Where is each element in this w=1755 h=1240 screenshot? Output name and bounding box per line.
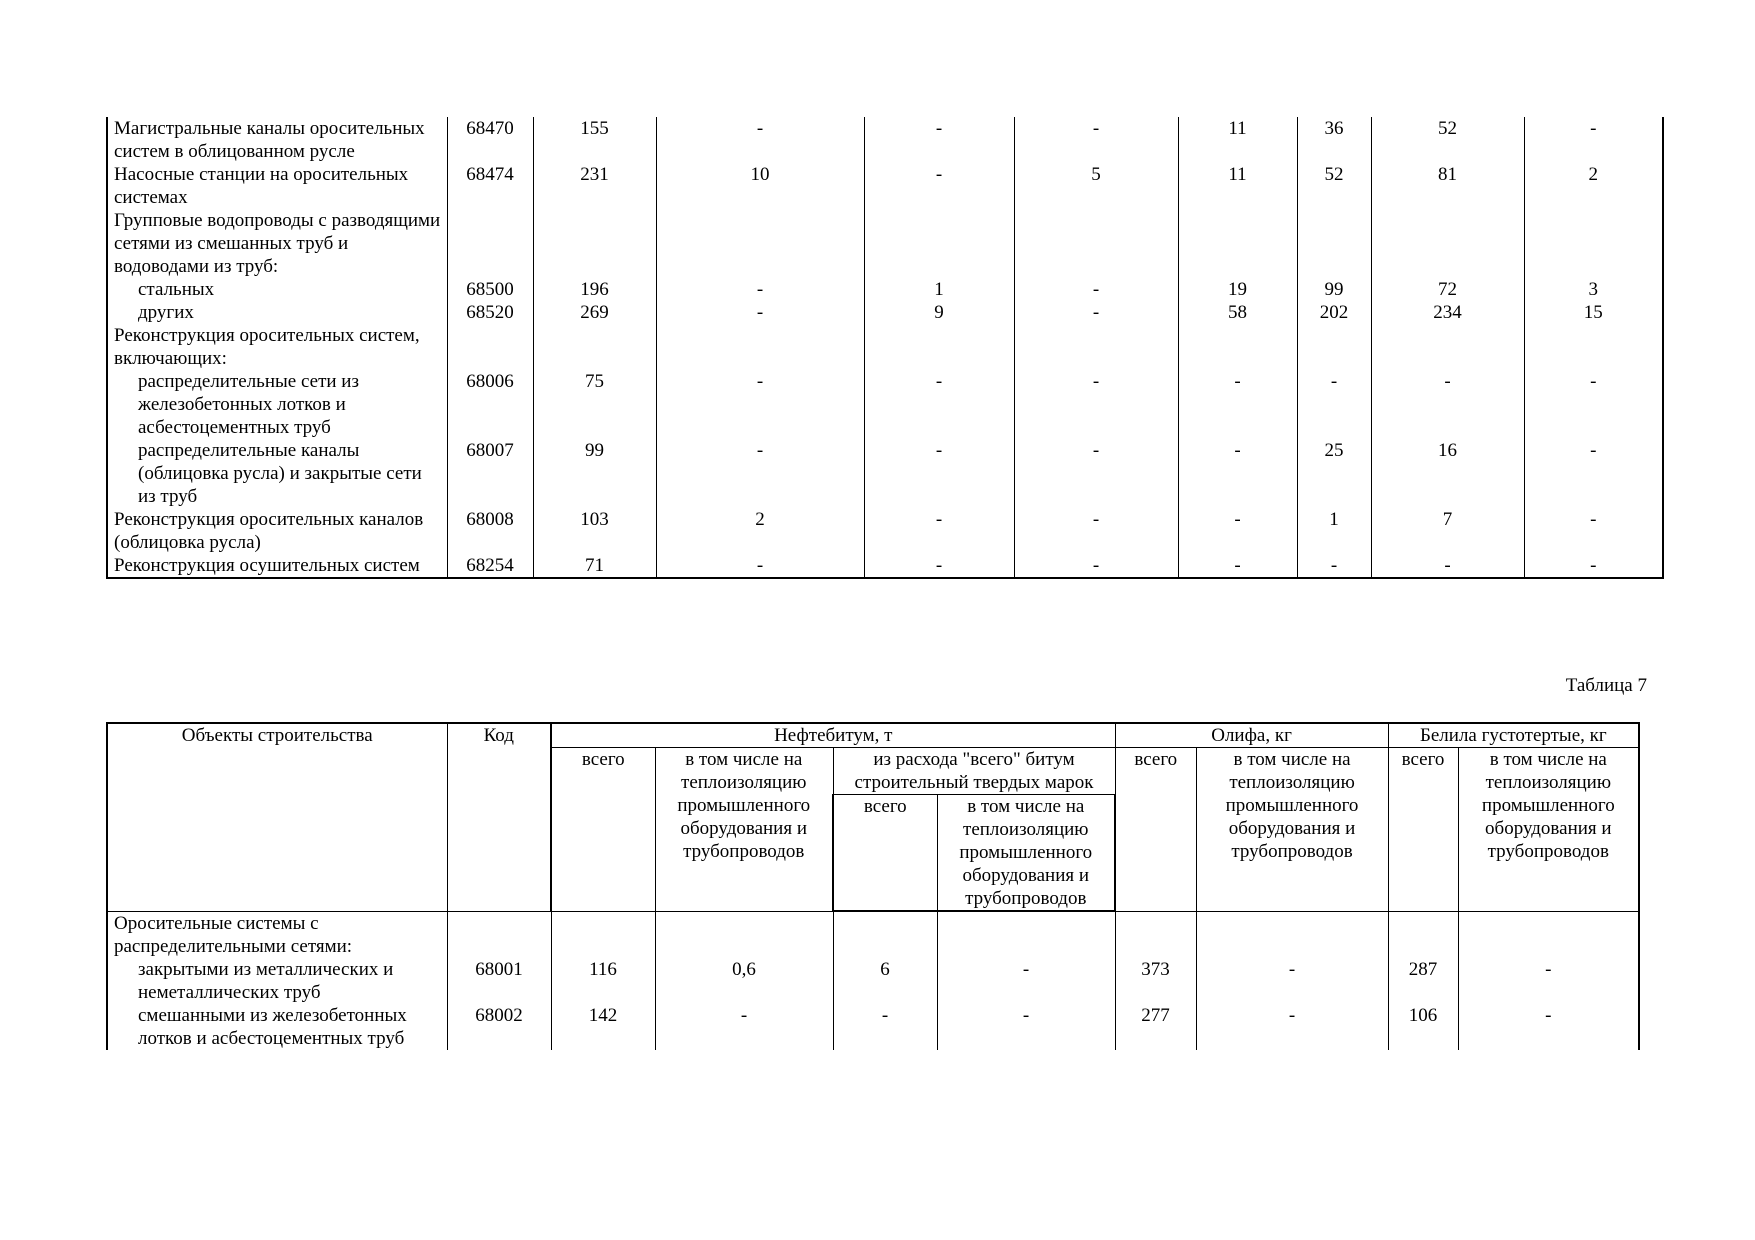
row-value — [864, 324, 1014, 370]
row-name: Реконструкция оросительных каналов (облицовка русла) — [107, 508, 447, 554]
row-value: - — [1524, 117, 1663, 163]
row-value: 7 — [1371, 508, 1524, 554]
row-value: 6 — [833, 958, 937, 1004]
row-value: - — [864, 370, 1014, 439]
row-value: 75 — [533, 370, 656, 439]
row-value: 99 — [533, 439, 656, 508]
row-value: 142 — [551, 1004, 655, 1050]
row-value: - — [1178, 508, 1297, 554]
row-code: 68007 — [447, 439, 533, 508]
row-value — [937, 911, 1115, 958]
row-name: распределительные каналы (облицовка русла) и закрытые сети из труб — [107, 439, 447, 508]
row-code: 68474 — [447, 163, 533, 209]
row-value: 11 — [1178, 117, 1297, 163]
table-row — [107, 554, 1663, 578]
table-caption: Таблица 7 — [1565, 675, 1647, 696]
row-value: 106 — [1388, 1004, 1458, 1050]
row-value — [1388, 911, 1458, 958]
row-value: 99 — [1297, 278, 1371, 301]
row-value: - — [1524, 554, 1663, 578]
row-value: - — [1014, 370, 1178, 439]
row-value: 2 — [656, 508, 864, 554]
header-neftebitum-insulation: в том числе на теплоизоляцию промышленного оборудования и трубопроводов — [655, 748, 833, 912]
row-code: 68254 — [447, 554, 533, 578]
row-value: 1 — [864, 278, 1014, 301]
row-code — [447, 209, 533, 278]
row-value: 269 — [533, 301, 656, 324]
row-name: распределительные сети из железобетонных лотков и асбестоцементных труб — [107, 370, 447, 439]
row-value: - — [656, 117, 864, 163]
row-name: закрытыми из металлических и неметаллических труб — [107, 958, 447, 1004]
row-value: 58 — [1178, 301, 1297, 324]
table-row — [107, 278, 1663, 301]
row-value: 10 — [656, 163, 864, 209]
row-value — [656, 324, 864, 370]
row-value: 277 — [1115, 1004, 1196, 1050]
row-value: - — [1178, 439, 1297, 508]
row-value: - — [1458, 1004, 1639, 1050]
row-value: - — [1297, 554, 1371, 578]
table-row — [107, 958, 1639, 1004]
header-bitum-insulation: в том числе на теплоизоляцию промышленного оборудования и трубопроводов — [937, 795, 1115, 912]
row-value: - — [937, 1004, 1115, 1050]
row-value: - — [864, 508, 1014, 554]
header-bitum-total: всего — [833, 795, 937, 912]
row-value: 11 — [1178, 163, 1297, 209]
row-value: 72 — [1371, 278, 1524, 301]
row-name: Магистральные каналы оросительных систем в облицованном русле — [107, 117, 447, 163]
row-code — [447, 324, 533, 370]
table-row — [107, 163, 1663, 209]
row-value: 287 — [1388, 958, 1458, 1004]
row-value — [1297, 209, 1371, 278]
row-code — [447, 911, 551, 958]
row-value: - — [1196, 958, 1388, 1004]
row-value: - — [1014, 439, 1178, 508]
row-value: - — [656, 301, 864, 324]
row-value: - — [1524, 370, 1663, 439]
row-value: 52 — [1371, 117, 1524, 163]
row-value: 25 — [1297, 439, 1371, 508]
row-value — [1178, 324, 1297, 370]
row-name: смешанными из железобетонных лотков и асбестоцементных труб — [107, 1004, 447, 1050]
header-neftebitum: Нефтебитум, т — [551, 723, 1115, 748]
row-value: - — [864, 439, 1014, 508]
row-value: - — [1196, 1004, 1388, 1050]
table-row — [107, 439, 1663, 508]
row-value — [1014, 324, 1178, 370]
row-value: - — [864, 554, 1014, 578]
row-code: 68006 — [447, 370, 533, 439]
row-value: 81 — [1371, 163, 1524, 209]
row-value: 36 — [1297, 117, 1371, 163]
row-value: 155 — [533, 117, 656, 163]
row-name: Реконструкция оросительных систем, включающих: — [107, 324, 447, 370]
row-value: 1 — [1297, 508, 1371, 554]
row-value: - — [864, 117, 1014, 163]
row-value — [1524, 324, 1663, 370]
row-value: 196 — [533, 278, 656, 301]
row-value: 16 — [1371, 439, 1524, 508]
row-value: 234 — [1371, 301, 1524, 324]
row-value: - — [1014, 554, 1178, 578]
table-row — [107, 209, 1663, 278]
row-value: - — [864, 163, 1014, 209]
row-value: - — [655, 1004, 833, 1050]
row-value — [533, 209, 656, 278]
row-value: 103 — [533, 508, 656, 554]
row-value: - — [1371, 370, 1524, 439]
previous-table-continuation — [106, 117, 1664, 579]
row-value — [656, 209, 864, 278]
table-row — [107, 1004, 1639, 1050]
row-code: 68520 — [447, 301, 533, 324]
row-value: 19 — [1178, 278, 1297, 301]
row-value — [1196, 911, 1388, 958]
row-value: 5 — [1014, 163, 1178, 209]
row-value: - — [1014, 278, 1178, 301]
row-value: - — [1371, 554, 1524, 578]
row-code: 68008 — [447, 508, 533, 554]
row-code: 68002 — [447, 1004, 551, 1050]
row-name: Реконструкция осушительных систем — [107, 554, 447, 578]
row-name: Насосные станции на оросительных системах — [107, 163, 447, 209]
table-row — [107, 301, 1663, 324]
row-value: 15 — [1524, 301, 1663, 324]
row-name: Оросительные системы с распределительными сетями: — [107, 911, 447, 958]
row-value: - — [656, 554, 864, 578]
row-value — [1458, 911, 1639, 958]
row-value: - — [833, 1004, 937, 1050]
row-value: 3 — [1524, 278, 1663, 301]
row-value: - — [1014, 508, 1178, 554]
table-row — [107, 508, 1663, 554]
row-value: 231 — [533, 163, 656, 209]
row-value — [1297, 324, 1371, 370]
header-from-total: из расхода "всего" битум строительный твердых марок — [833, 748, 1115, 795]
table-row — [107, 370, 1663, 439]
header-olifa: Олифа, кг — [1115, 723, 1388, 748]
row-value — [655, 911, 833, 958]
row-value — [1115, 911, 1196, 958]
row-value: 9 — [864, 301, 1014, 324]
header-olifa-total: всего — [1115, 748, 1196, 912]
header-code: Код — [447, 723, 551, 911]
row-value: 373 — [1115, 958, 1196, 1004]
header-objects: Объекты строительства — [107, 723, 447, 911]
row-value: - — [1458, 958, 1639, 1004]
row-code: 68500 — [447, 278, 533, 301]
row-name: стальных — [107, 278, 447, 301]
row-value — [551, 911, 655, 958]
row-value: 71 — [533, 554, 656, 578]
header-belila-total: всего — [1388, 748, 1458, 912]
header-belila: Белила густотертые, кг — [1388, 723, 1639, 748]
row-value — [864, 209, 1014, 278]
row-value: 0,6 — [655, 958, 833, 1004]
header-belila-insulation: в том числе на теплоизоляцию промышленного оборудования и трубопроводов — [1458, 748, 1639, 912]
row-value: - — [656, 439, 864, 508]
header-olifa-insulation: в том числе на теплоизоляцию промышленного оборудования и трубопроводов — [1196, 748, 1388, 912]
row-value: - — [1524, 508, 1663, 554]
table-row — [107, 117, 1663, 163]
table-row — [107, 911, 1639, 958]
row-value: - — [1297, 370, 1371, 439]
row-name: Групповые водопроводы с разводящими сетями из смешанных труб и водоводами из труб: — [107, 209, 447, 278]
row-code: 68470 — [447, 117, 533, 163]
row-value: 116 — [551, 958, 655, 1004]
table-row — [107, 324, 1663, 370]
row-value: - — [656, 370, 864, 439]
row-value: - — [1014, 301, 1178, 324]
row-value: 52 — [1297, 163, 1371, 209]
row-value: - — [1014, 117, 1178, 163]
row-value — [1371, 209, 1524, 278]
row-value: 2 — [1524, 163, 1663, 209]
header-neftebitum-total: всего — [551, 748, 655, 912]
row-value — [1524, 209, 1663, 278]
row-value — [1178, 209, 1297, 278]
row-value: 202 — [1297, 301, 1371, 324]
table-7 — [106, 722, 1640, 1050]
row-value: - — [1178, 370, 1297, 439]
row-value — [1371, 324, 1524, 370]
row-code: 68001 — [447, 958, 551, 1004]
row-value: - — [1524, 439, 1663, 508]
row-value: - — [656, 278, 864, 301]
row-value — [1014, 209, 1178, 278]
row-value: - — [937, 958, 1115, 1004]
row-value — [833, 911, 937, 958]
row-value: - — [1178, 554, 1297, 578]
row-value — [533, 324, 656, 370]
row-name: других — [107, 301, 447, 324]
